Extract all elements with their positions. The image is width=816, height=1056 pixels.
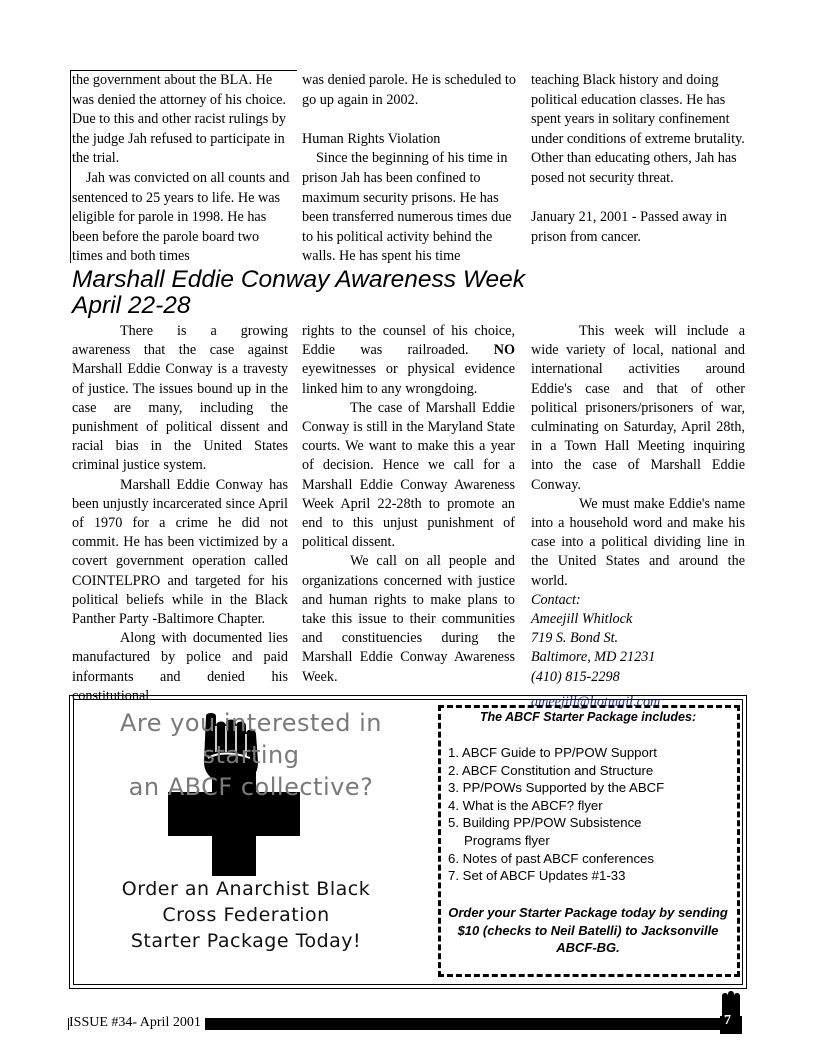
text-span: rights to the counsel of his choice, Eddie was railroaded. [302, 323, 515, 359]
paragraph: There is a growing awareness that the case against Marshall Eddie Conway is a travesty of justice. The issues bound up in the case are many, including the punishment of political dissent and racial bias in the United States criminal justice system. [72, 323, 288, 474]
paragraph: the government about the BLA. He was denied the attorney of his choice. Due to this and other racist rulings by the judge Jah refused to participate in the trial. [72, 72, 286, 167]
issue-label: ISSUE #34- April 2001 [69, 1015, 205, 1031]
text-span: eyewitnesses or physical evidence linked him to any wrongdoing. [302, 361, 515, 397]
article-column-1 [72, 322, 288, 706]
contact-label: Contact: [531, 591, 581, 608]
contact-name: Ameejill Whitlock [531, 611, 633, 628]
email-link[interactable]: ameejill@hotmail.com [531, 693, 661, 710]
ad-order-line-1: Order an Anarchist Black [121, 878, 371, 900]
ad-order-text [96, 876, 396, 954]
paragraph: was denied parole. He is scheduled to go up again in 2002. [302, 72, 516, 108]
paragraph: We must make Eddie's name into a household word and make his case into a political dividing line in the United States and around the world. [531, 495, 745, 589]
section-heading: Human Rights Violation [302, 130, 441, 147]
top-column-1 [72, 71, 290, 267]
list-item: Programs flyer [464, 832, 550, 848]
ad-order-line-3: Starter Package Today! [130, 930, 362, 952]
contact-street: 719 S. Bond St. [531, 630, 619, 647]
emphasis: NO [493, 342, 515, 359]
article-column-2 [302, 322, 515, 687]
paragraph: January 21, 2001 - Passed away in prison from cancer. [531, 209, 727, 245]
contact-block [531, 591, 745, 687]
paragraph: teaching Black history and doing political education classes. He has spent years in solitary confinement under conditions of extreme brutality. Other than educating others, Jah has posed not security threat. [531, 72, 745, 186]
headline-line-1: Marshall Eddie Conway Awareness Week [72, 266, 526, 293]
paragraph: Jah was convicted on all counts and sentenced to 25 years to life. He was eligible for parole in 1998. He has been before the parole board two times and both times [72, 169, 290, 265]
article-column-3 [531, 322, 745, 712]
page-corner-fist-icon [718, 990, 744, 1034]
starter-package-list [448, 744, 732, 885]
paragraph: This week will include a wide variety of local, national and international activities around Eddie's case and that of other political prisoners/prisoners of war, culminating on Saturday, April 28th, in a Town Hall Meeting inquiring into the case of Marshall Eddie Conway. [531, 323, 745, 493]
list-item: 1. ABCF Guide to PP/POW Support [448, 745, 657, 760]
list-item: 4. What is the ABCF? flyer [448, 797, 603, 813]
top-column-3 [531, 71, 745, 247]
headline-line-2: April 22-28 [72, 292, 191, 319]
ad-question-line-2: an ABCF collective? [128, 773, 374, 801]
article-headline [72, 267, 732, 319]
paragraph: Marshall Eddie Conway has been unjustly incarcerated since April of 1970 for a crime he did not commit. He has been victimized by a covert government operation called COINTELPRO and targeted for his political beliefs while in the Black Panther Party -Baltimore Chapter. [72, 476, 288, 628]
list-item: 6. Notes of past ABCF conferences [448, 850, 654, 866]
list-item: 3. PP/POWs Supported by the ABCF [448, 780, 665, 796]
starter-package-title: The ABCF Starter Package includes: [479, 710, 697, 724]
contact-city: Baltimore, MD 21231 [531, 649, 656, 666]
paragraph [302, 322, 515, 399]
list-item: 5. Building PP/POW Subsistence [448, 815, 642, 831]
paragraph: We call on all people and organizations concerned with justice and human rights to make plans to take this issue to their communities and constituencies during the Marshall Eddie Conway Awareness Week. [302, 553, 515, 685]
page-number: 7 [724, 1013, 731, 1028]
contact-phone: (410) 815-2298 [531, 668, 620, 685]
ad-order-line-2: Cross Federation [162, 904, 330, 926]
paragraph: The case of Marshall Eddie Conway is still in the Maryland State courts. We want to make this a year of decision. Hence we call for a Marshall Eddie Conway Awareness Week April 22-28th to promote an end to this unjust punishment of political dissent. [302, 399, 515, 551]
paragraph: Since the beginning of his time in prison Jah has been confined to maximum security prisons. He has been transferred numerous times due to his political activity behind the walls. He has spent his time [302, 150, 512, 265]
ad-question [84, 707, 418, 803]
ad-question-line-1: Are you interested in starting [120, 709, 382, 769]
starter-package-order-text: Order your Starter Package today by sending $10 (checks to Neil Batelli) to Jacksonville ABCF-BG. [448, 905, 728, 955]
list-item: 2. ABCF Constitution and Structure [448, 762, 654, 778]
paragraph: Along with documented lies manufactured by police and paid informants and denied his constitutional [72, 630, 288, 704]
list-item: 7. Set of ABCF Updates #1-33 [448, 868, 626, 884]
top-column-2 [302, 71, 516, 267]
